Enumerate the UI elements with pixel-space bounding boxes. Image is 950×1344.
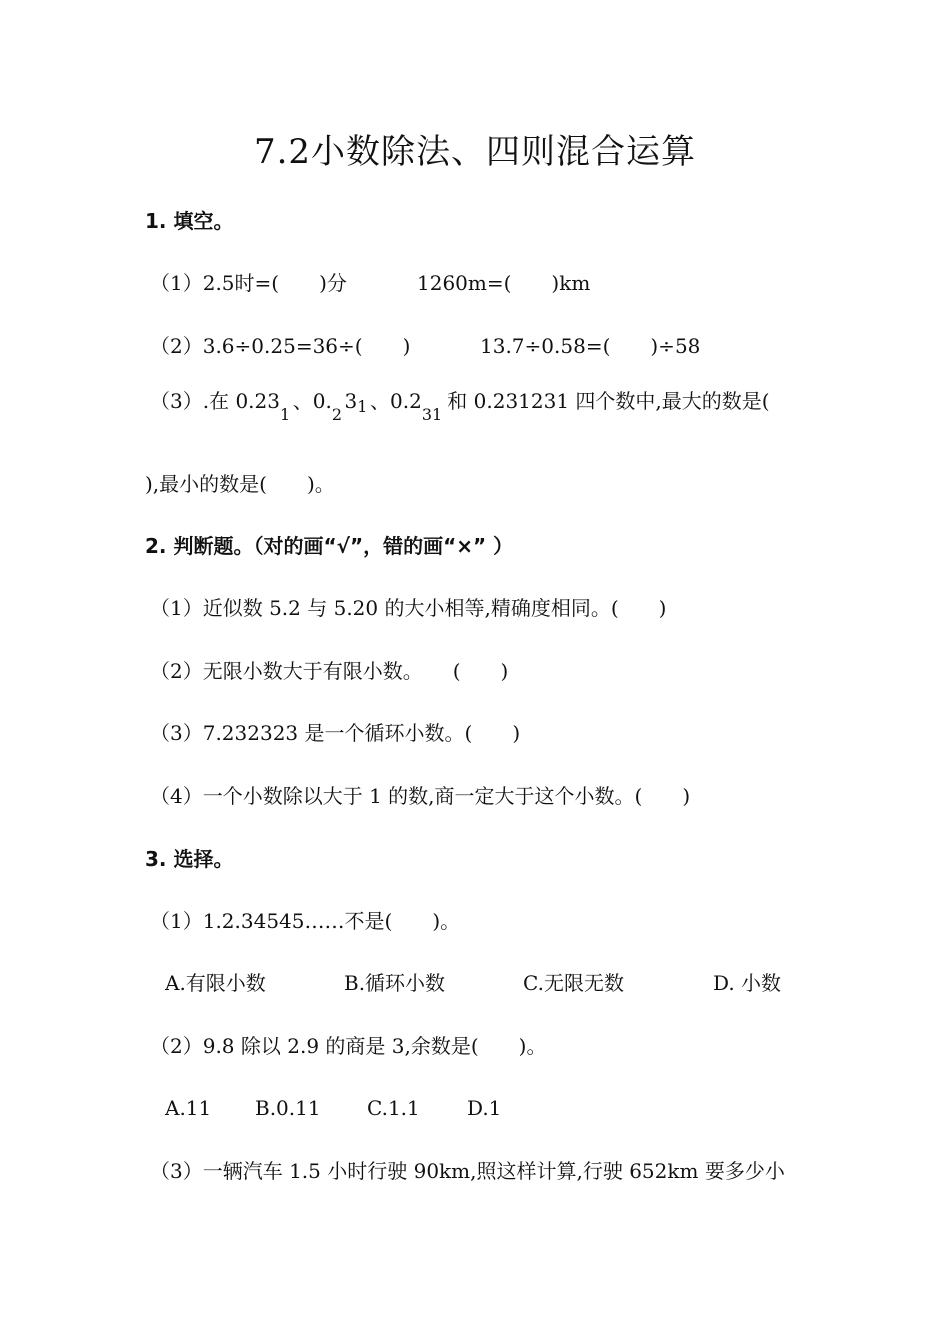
- section-1-heading: 1. 填空。: [145, 209, 234, 233]
- repeating-digits: 31: [421, 405, 443, 424]
- choice-q2-option-d: D.1: [467, 1096, 502, 1120]
- q1-1-right: 1260m=( )km: [417, 271, 591, 295]
- section-3-heading: 3. 选择。: [145, 847, 234, 871]
- judge-item-3: （3）7.232323 是一个循环小数。( ): [150, 721, 521, 745]
- choice-q2-option-a: A.11: [165, 1096, 212, 1120]
- q1-3-line2: ),最小的数是( )。: [145, 472, 335, 496]
- choice-q1-option-b: B.循环小数: [344, 971, 446, 995]
- page-title: 7.2小数除法、四则混合运算: [253, 132, 697, 172]
- choice-q2-option-b: B.0.11: [255, 1096, 321, 1120]
- judge-item-4: （4）一个小数除以大于 1 的数,商一定大于这个小数。( ): [150, 784, 691, 808]
- repeating-digit: 1: [357, 397, 368, 416]
- choice-q1-option-a: A.有限小数: [165, 971, 266, 995]
- judge-item-2: （2）无限小数大于有限小数。 ( ): [150, 659, 509, 683]
- choice-q2: （2）9.8 除以 2.9 的商是 3,余数是( )。: [150, 1034, 547, 1058]
- q1-3-prefix: （3）.在 0.23: [150, 389, 280, 413]
- section-2-heading: 2. 判断题。（对的画“√”，错的画“×” ）: [145, 534, 514, 558]
- choice-q1: （1）1.2.34545……不是( )。: [150, 909, 461, 933]
- choice-q3: （3）一辆汽车 1.5 小时行驶 90km,照这样计算,行驶 652km 要多少小: [150, 1159, 785, 1183]
- choice-q1-option-c: C.无限无数: [523, 971, 624, 995]
- q1-3-line1: （3）.在 0.23 1 、0. 2 3 1 、0.2 31 和 0.231231 四个数中,最大的数是(: [150, 389, 770, 424]
- q1-2-right: 13.7÷0.58=( )÷58: [480, 334, 701, 358]
- q1-1-left: （1）2.5时=( )分: [150, 271, 347, 295]
- q1-2-left: （2）3.6÷0.25=36÷( ): [150, 334, 411, 358]
- judge-item-1: （1）近似数 5.2 与 5.20 的大小相等,精确度相同。( ): [150, 596, 667, 620]
- choice-q2-option-c: C.1.1: [367, 1096, 420, 1120]
- repeating-digit: 2: [331, 405, 342, 424]
- repeating-digit: 1: [279, 405, 291, 424]
- choice-q1-option-d: D. 小数: [713, 971, 782, 995]
